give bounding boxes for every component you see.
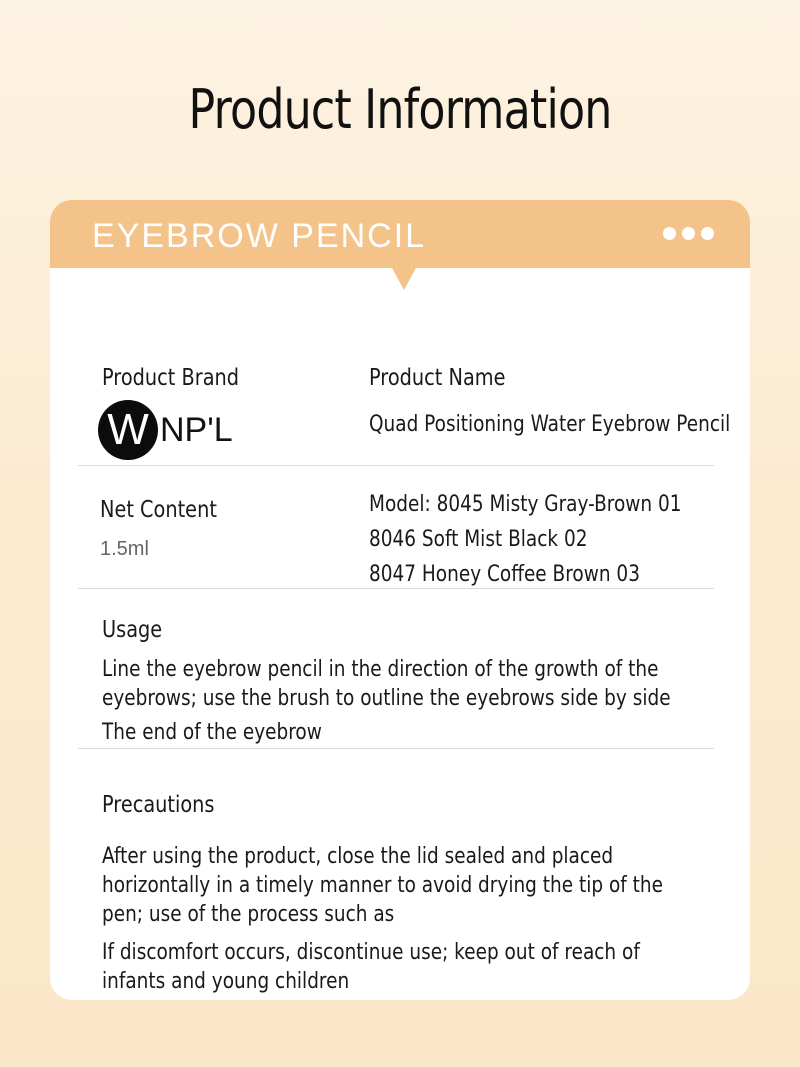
product-name-value: Quad Positioning Water Eyebrow Pencil <box>369 412 731 437</box>
model-line: 8047 Honey Coffee Brown 03 <box>369 562 640 587</box>
usage-line: The end of the eyebrow <box>102 720 322 745</box>
brand-logo <box>98 400 233 460</box>
model-line: 8046 Soft Mist Black 02 <box>369 527 588 552</box>
precautions-line: If discomfort occurs, discontinue use; keep out of reach of <box>102 940 640 965</box>
precautions-line: pen; use of the process such as <box>102 902 395 927</box>
net-content-label: Net Content <box>100 497 217 523</box>
precautions-label: Precautions <box>102 792 215 818</box>
dot-icon <box>682 227 695 240</box>
brand-logo-mark: W <box>98 400 158 460</box>
page-title: Product Information <box>188 78 612 141</box>
brand-label: Product Brand <box>102 365 240 391</box>
usage-line: Line the eyebrow pencil in the direction of the growth of the <box>102 657 659 682</box>
header-pointer <box>392 268 416 290</box>
divider <box>78 588 714 589</box>
more-options-icon[interactable] <box>663 227 714 240</box>
dot-icon <box>701 227 714 240</box>
precautions-line: horizontally in a timely manner to avoid drying the tip of the <box>102 873 663 898</box>
card-header <box>50 200 750 268</box>
dot-icon <box>663 227 676 240</box>
product-info-card <box>50 200 750 1000</box>
precautions-line: After using the product, close the lid sealed and placed <box>102 844 614 869</box>
usage-label: Usage <box>102 617 163 643</box>
divider <box>78 748 714 749</box>
divider <box>78 465 714 466</box>
product-name-label: Product Name <box>369 365 506 391</box>
card-header-title: EYEBROW PENCIL <box>92 217 427 255</box>
brand-logo-text: NP'L <box>160 410 233 449</box>
model-line: Model: 8045 Misty Gray-Brown 01 <box>369 492 682 517</box>
usage-line: eyebrows; use the brush to outline the eyebrows side by side <box>102 686 671 711</box>
net-content-value: 1.5ml <box>100 538 149 560</box>
precautions-line: infants and young children <box>102 969 350 994</box>
